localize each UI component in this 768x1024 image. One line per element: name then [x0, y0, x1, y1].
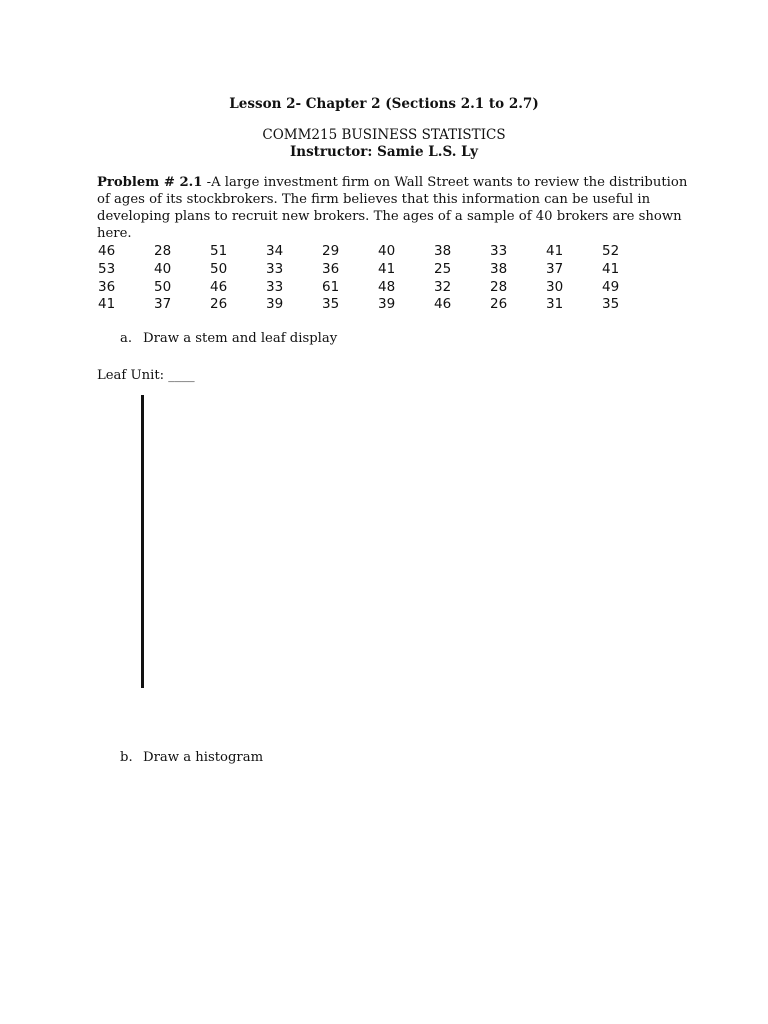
- age-cell: 41: [378, 260, 396, 277]
- age-cell: 49: [602, 278, 620, 295]
- age-cell: 34: [266, 243, 284, 259]
- leaf-unit-label: Leaf Unit: ____: [97, 368, 195, 383]
- age-cell: 46: [210, 278, 228, 295]
- age-cell: 40: [154, 260, 172, 277]
- age-cell: 37: [546, 260, 564, 277]
- age-cell: 41: [546, 243, 564, 259]
- question-a-text: Draw a stem and leaf display: [143, 331, 338, 346]
- age-cell: 41: [602, 260, 620, 277]
- ages-data-table: [98, 243, 658, 314]
- age-cell: 46: [434, 296, 452, 313]
- problem-text: -A large investment firm on Wall Street wants to review the distribution of ages of its stockbrokers. The firm believes that this information can be useful in developing plans to recruit new brokers. The ages of a sample of 40 brokers are shown here.: [97, 175, 688, 241]
- age-cell: 38: [434, 243, 452, 259]
- table-row: [98, 261, 658, 279]
- age-cell: 33: [266, 260, 284, 277]
- age-cell: 48: [378, 278, 396, 295]
- age-cell: 36: [322, 260, 340, 277]
- age-cell: 28: [490, 278, 508, 295]
- question-a-letter: a.: [120, 331, 133, 346]
- age-cell: 50: [154, 278, 172, 295]
- age-cell: 32: [434, 278, 452, 295]
- age-cell: 33: [490, 243, 508, 259]
- age-cell: 41: [98, 296, 116, 313]
- age-cell: 53: [98, 260, 116, 277]
- age-cell: 50: [210, 260, 228, 277]
- course-name: COMM215 BUSINESS STATISTICS: [262, 127, 506, 143]
- stem-divider-line: [141, 395, 144, 688]
- age-cell: 40: [378, 243, 396, 259]
- table-row: [98, 296, 658, 314]
- age-cell: 51: [210, 243, 228, 259]
- age-cell: 46: [98, 243, 116, 259]
- age-cell: 33: [266, 278, 284, 295]
- age-cell: 35: [322, 296, 340, 313]
- age-cell: 25: [434, 260, 452, 277]
- age-cell: 30: [546, 278, 564, 295]
- age-cell: 36: [98, 278, 116, 295]
- age-cell: 26: [490, 296, 508, 313]
- question-b-letter: b.: [120, 750, 133, 765]
- age-cell: 61: [322, 278, 340, 295]
- age-cell: 52: [602, 243, 620, 259]
- table-row: [98, 243, 658, 261]
- question-b: [120, 750, 263, 766]
- age-cell: 26: [210, 296, 228, 313]
- age-cell: 35: [602, 296, 620, 313]
- age-cell: 37: [154, 296, 172, 313]
- table-row: [98, 279, 658, 297]
- age-cell: 39: [266, 296, 284, 313]
- instructor-name: Instructor: Samie L.S. Ly: [289, 144, 479, 160]
- age-cell: 31: [546, 296, 564, 313]
- lesson-title: Lesson 2- Chapter 2 (Sections 2.1 to 2.7): [229, 96, 539, 112]
- age-cell: 29: [322, 243, 340, 259]
- problem-label: Problem # 2.1: [97, 175, 203, 190]
- question-a: [120, 331, 337, 347]
- age-cell: 38: [490, 260, 508, 277]
- age-cell: 39: [378, 296, 396, 313]
- question-b-text: Draw a histogram: [143, 750, 264, 765]
- age-cell: 28: [154, 243, 172, 259]
- problem-statement: [97, 174, 697, 242]
